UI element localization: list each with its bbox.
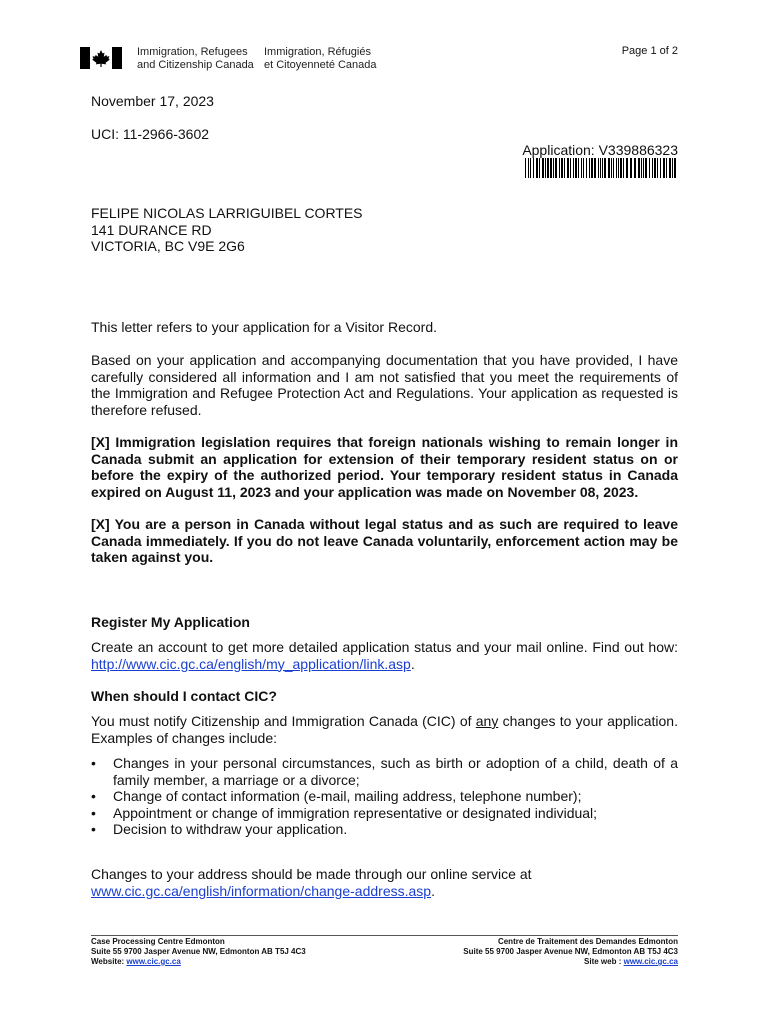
barcode — [525, 158, 678, 178]
reason-paragraph-1: [X] Immigration legislation requires that foreign nationals wishing to remain longer in Canada submit an application for extension of their temporary resident status on or before the expiry of the authorized period. Your temporary resident status in Canada expired on August 11, 2023 and your application was made on November 08, 2023. — [91, 434, 678, 500]
contact-paragraph — [91, 713, 678, 746]
footer-website-label: Website: — [91, 957, 127, 966]
dept-fr-line2: et Citoyenneté Canada — [264, 59, 377, 71]
dept-en-line2: and Citizenship Canada — [137, 59, 254, 71]
footer-website-link[interactable]: www.cic.gc.ca — [126, 957, 181, 966]
footer-address-en: Suite 55 9700 Jasper Avenue NW, Edmonton AB T5J 4C3 — [91, 947, 306, 956]
letter-date: November 17, 2023 — [91, 93, 214, 109]
list-item: • Appointment or change of immigration representative or designated individual; — [91, 805, 678, 822]
address-change-paragraph — [91, 866, 678, 899]
footer-divider — [91, 935, 678, 936]
canada-flag-icon — [80, 47, 122, 69]
my-application-link[interactable]: http://www.cic.gc.ca/english/my_application/link.asp — [91, 655, 411, 672]
department-name-french — [264, 46, 377, 72]
dept-en-line1: Immigration, Refugees — [137, 46, 248, 58]
footer-english — [91, 937, 306, 967]
address-link-suffix: . — [431, 882, 435, 899]
application-number: Application: V339886323 — [522, 142, 678, 158]
list-item: • Decision to withdraw your application. — [91, 821, 678, 838]
footer-office-en: Case Processing Centre Edmonton — [91, 937, 225, 946]
recipient-city: VICTORIA, BC V9E 2G6 — [91, 238, 245, 254]
footer-site-web-link[interactable]: www.cic.gc.ca — [623, 957, 678, 966]
address-change-text: Changes to your address should be made through our online service at — [91, 866, 532, 882]
changes-list — [91, 755, 678, 838]
list-item: • Change of contact information (e-mail, mailing address, telephone number); — [91, 788, 678, 805]
intro-paragraph: This letter refers to your application for a Visitor Record. — [91, 319, 438, 335]
footer-office-fr: Centre de Traitement des Demandes Edmonton — [497, 937, 678, 946]
recipient-address — [91, 205, 363, 255]
footer-address-fr: Suite 55 9700 Jasper Avenue NW, Edmonton AB T5J 4C3 — [463, 947, 678, 956]
contact-text-underlined: any — [475, 713, 499, 729]
department-name-english — [137, 46, 254, 72]
recipient-street: 141 DURANCE RD — [91, 221, 212, 238]
register-heading: Register My Application — [91, 614, 250, 630]
contact-text-before: You must notify Citizenship and Immigration Canada (CIC) of — [91, 713, 476, 729]
contact-heading: When should I contact CIC? — [91, 688, 277, 704]
refusal-paragraph: Based on your application and accompanying documentation that you have provided, I have carefully considered all information and I am not satisfied that you meet the requirements of the Immigration and Refugee Protection Act and Regulations. Your application as requested is therefore refused. — [91, 352, 678, 418]
list-item: • Changes in your personal circumstances, such as birth or adoption of a child, death of a family member, a marriage or a divorce; — [91, 755, 678, 788]
footer-site-web-label: Site web : — [584, 957, 624, 966]
change-address-link[interactable]: www.cic.gc.ca/english/information/change-address.asp — [91, 882, 432, 899]
page-number: Page 1 of 2 — [621, 45, 678, 57]
dept-fr-line1: Immigration, Réfugiés — [264, 46, 371, 58]
recipient-name: FELIPE NICOLAS LARRIGUIBEL CORTES — [91, 205, 363, 221]
contact-text-after: changes to your application. Examples of changes include: — [91, 713, 678, 746]
uci-number: UCI: 11-2966-3602 — [91, 126, 210, 142]
register-paragraph — [91, 639, 678, 672]
reason-paragraph-2: [X] You are a person in Canada without legal status and as such are required to leave Canada immediately. If you do not leave Canada voluntarily, enforcement action may be taken against you. — [91, 516, 678, 565]
register-text: Create an account to get more detailed application status and your mail online. Find out how: — [91, 639, 678, 655]
footer-french — [463, 937, 678, 967]
register-link-suffix: . — [410, 655, 415, 672]
